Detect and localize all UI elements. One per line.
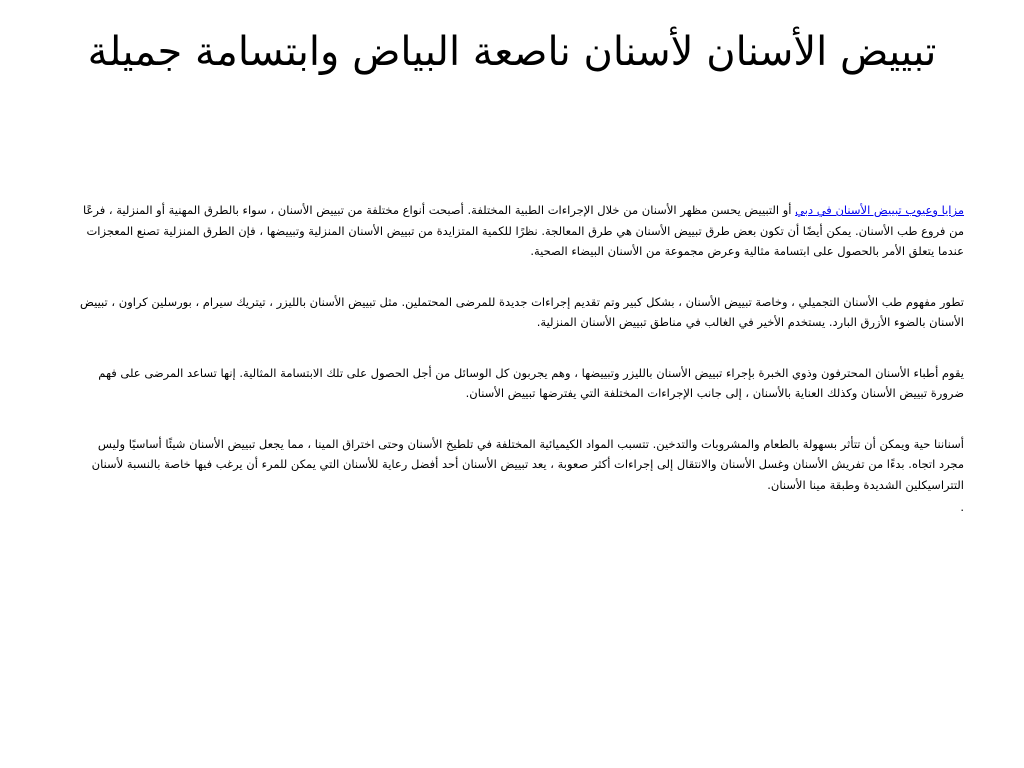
trailing-mark: . bbox=[960, 500, 964, 514]
paragraph-1 bbox=[70, 200, 964, 262]
paragraph-2: تطور مفهوم طب الأسنان التجميلي ، وخاصة تبييض الأسنان ، بشكل كبير وتم تقديم إجراءات جديدة للمرضى المحتملين. مثل تبييض الأسنان بالليزر ، تيتريك سيرام ، بورسلين كراون ، تبييض الأسنان بالضوء الأزرق البارد. يستخدم الأخير في الغالب في مناطق تبييض الأسنان المنزلية. bbox=[80, 294, 964, 329]
page-title: تبييض الأسنان لأسنان ناصعة البياض وابتسامة جميلة bbox=[87, 29, 937, 75]
paragraph-1-text: أو التبييض يحسن مظهر الأسنان من خلال الإجراءات الطبية المختلفة. أصبحت أنواع مختلفة من تبييض الأسنان ، سواء بالطرق المهنية أو المنزلية ، فرعًا من فروع طب الأسنان. يمكن أيضًا أن تكون بعض طرق تبييض الأسنان هي طرق المعالجة. نظرًا للكمية المتزايدة من تبييض الأسنان المنزلية وتبييضها ، فإن الطرق المنزلية تصنع المعجزات عندما يتعلق الأمر بالحصول على ابتسامة مثالية وعرض مجموعة من الأسنان البيضاء الصحية. bbox=[82, 203, 964, 258]
paragraph-4: أسناننا حية ويمكن أن تتأثر بسهولة بالطعام والمشروبات والتدخين. تتسبب المواد الكيميائية المختلفة في تلطيخ الأسنان وحتى اختراق المينا ، مما يجعل تبييض الأسنان شيئًا أساسيًا وليس مجرد اتجاه. بدءًا من تفريش الأسنان وغسل الأسنان والانتقال إلى إجراءات أكثر صعوبة ، يعد تبييض الأسنان أحد أفضل رعاية للأسنان التي يمكن للمرء أن يرغب فيها خاصة بالنسبة لأسنان التتراسيكلين الشديدة وطبقة مينا الأسنان. bbox=[91, 436, 964, 492]
article-body bbox=[70, 200, 964, 518]
article-link[interactable]: مزايا وعيوب تبييض الأسنان في دبي bbox=[795, 203, 964, 217]
paragraph-3: يقوم أطباء الأسنان المحترفون وذوي الخبرة بإجراء تبييض الأسنان بالليزر وتبييضها ، وهم يجربون كل الوسائل من أجل الحصول على تلك الابتسامة المثالية. إنها تساعد المرضى على فهم ضرورة تبييض الأسنان وكذلك العناية بالأسنان ، إلى جانب الإجراءات المختلفة التي يفترضها تبييض الأسنان. bbox=[98, 365, 964, 400]
